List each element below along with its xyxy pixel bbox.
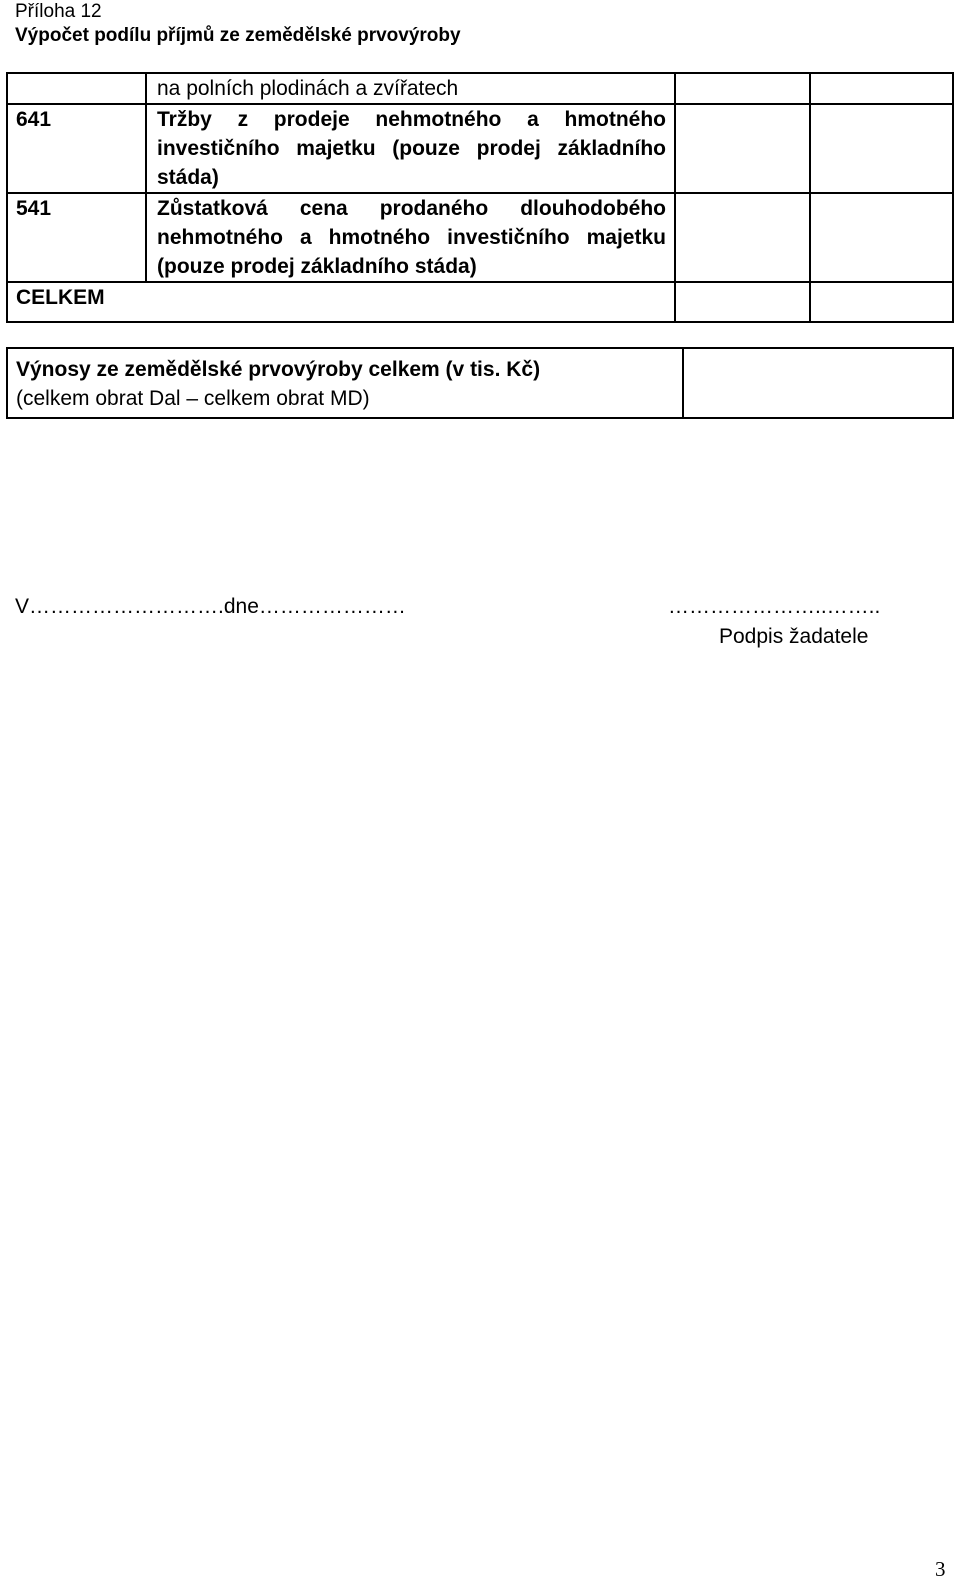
summary-formula: (celkem obrat Dal – celkem obrat MD)	[16, 387, 370, 410]
place-date-line[interactable]: V……………………….dne…………………	[15, 595, 406, 618]
row-description: Tržby z prodeje nehmotného a hmotného investičního majetku (pouze prodej základního stáda)	[146, 104, 675, 193]
total-row	[7, 282, 953, 322]
row-code: 641	[7, 104, 146, 193]
row-code: 541	[7, 193, 146, 282]
signature-line[interactable]: …………………..……..	[668, 595, 881, 618]
summary-row	[7, 348, 953, 418]
value-cell[interactable]	[810, 193, 953, 282]
summary-label: Výnosy ze zemědělské prvovýroby celkem (v tis. Kč)	[16, 358, 541, 381]
row-description: na polních plodinách a zvířatech	[146, 73, 675, 104]
value-cell[interactable]	[675, 104, 810, 193]
total-value-cell[interactable]	[810, 282, 953, 322]
value-cell[interactable]	[810, 73, 953, 104]
total-value-cell[interactable]	[675, 282, 810, 322]
value-cell[interactable]	[675, 73, 810, 104]
value-cell[interactable]	[810, 104, 953, 193]
signature-label: Podpis žadatele	[719, 625, 869, 648]
value-cell[interactable]	[675, 193, 810, 282]
summary-table	[6, 347, 954, 419]
row-code	[7, 73, 146, 104]
page-number: 3	[935, 1557, 946, 1581]
annex-title: Příloha 12	[15, 1, 102, 22]
table-row	[7, 104, 953, 193]
table-row	[7, 193, 953, 282]
table-row	[7, 73, 953, 104]
total-label: CELKEM	[7, 282, 675, 322]
document-subtitle: Výpočet podílu příjmů ze zemědělské prvovýroby	[15, 25, 461, 46]
summary-value-cell[interactable]	[683, 348, 953, 418]
summary-label-cell	[7, 348, 683, 418]
income-table	[6, 72, 954, 323]
row-description: Zůstatková cena prodaného dlouhodobého nehmotného a hmotného investičního majetku (pouze prodej základního stáda)	[146, 193, 675, 282]
